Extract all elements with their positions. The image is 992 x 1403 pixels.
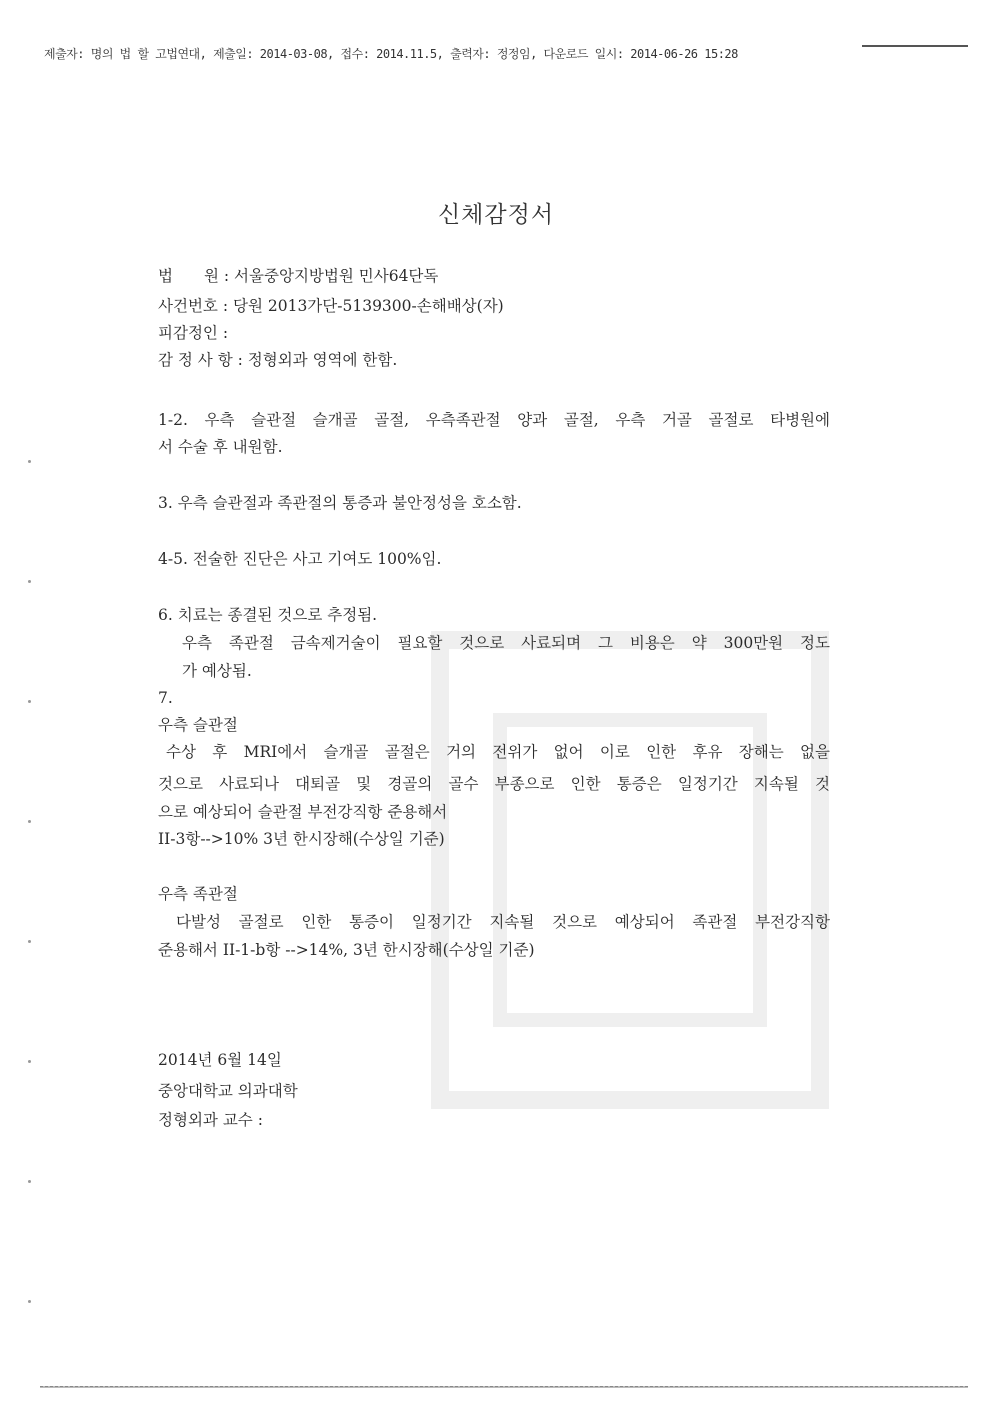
meta-court-value: 서울중앙지방법원 민사64단독 (234, 267, 439, 285)
item-1-2-line2: 서 수술 후 내원함. (158, 438, 283, 456)
item-7-knee-heading: 우측 슬관절 (158, 716, 238, 734)
faded-seal-mark (420, 620, 840, 1120)
meta-case-number (158, 296, 504, 316)
item-6-line1: 6. 치료는 종결된 것으로 추정됨. (158, 606, 378, 624)
meta-case-number-value: 당원 2013가단-5139300-손해배상(자) (232, 297, 504, 315)
item-7-knee-line4: II-3항-->10% 3년 한시장해(수상일 기준) (158, 830, 445, 848)
item-4-5: 4-5. 전술한 진단은 사고 기여도 100%임. (158, 550, 442, 568)
footer-institution: 중앙대학교 의과대학 (158, 1082, 298, 1100)
item-7-ankle-line1: 다발성 골절로 인한 통증이 일정기간 지속될 것으로 예상되어 족관절 부전강직항 (176, 913, 830, 931)
scan-specks (18, 80, 28, 1380)
fax-header-line: 제출자: 명의 법 할 고법연대, 제출일: 2014-03-08, 접수: 2014.11.5, 출력자: 정정임, 다운로드 일시: 2014-06-26 15:28 (44, 47, 738, 61)
meta-examinee-label: 피감정인 : (158, 324, 229, 342)
item-3: 3. 우측 슬관절과 족관절의 통증과 불안정성을 호소함. (158, 494, 522, 512)
header-rule (862, 45, 968, 47)
item-1-2-line1: 1-2. 우측 슬관절 슬개골 골절, 우측족관절 양과 골절, 우측 거골 골절로 타병원에 (158, 411, 830, 429)
footer-date: 2014년 6월 14일 (158, 1051, 282, 1069)
document-title: 신체감정서 (437, 202, 555, 228)
meta-scope (158, 350, 397, 370)
item-7-knee-line2: 것으로 사료되나 대퇴골 및 경골의 골수 부종으로 인한 통증은 일정기간 지속될 것 (158, 775, 830, 793)
meta-court (158, 266, 438, 286)
item-7-knee-line3: 으로 예상되어 슬관절 부전강직항 준용해서 (158, 803, 448, 821)
meta-scope-value: 정형외과 영역에 한함. (247, 351, 398, 369)
meta-scope-label: 감 정 사 항 : (158, 351, 243, 369)
item-6-line2: 우측 족관절 금속제거술이 필요할 것으로 사료되며 그 비용은 약 300만원 정도 (182, 634, 830, 652)
item-6-line3: 가 예상됨. (182, 662, 252, 680)
item-7-ankle-line2: 준용해서 II-1-b항 -->14%, 3년 한시장해(수상일 기준) (158, 941, 535, 959)
bottom-scan-edge (40, 1386, 968, 1388)
footer-signer: 정형외과 교수 : (158, 1111, 263, 1129)
meta-court-label: 법 원 : (158, 267, 230, 285)
meta-examinee (158, 323, 228, 343)
item-7-ankle-heading: 우측 족관절 (158, 885, 238, 903)
meta-case-number-label: 사건번호 : (158, 297, 229, 315)
item-7-number: 7. (158, 689, 173, 707)
item-7-knee-line1: 수상 후 MRI에서 슬개골 골절은 거의 전위가 없어 이로 인한 후유 장해는 없을 (166, 743, 830, 761)
